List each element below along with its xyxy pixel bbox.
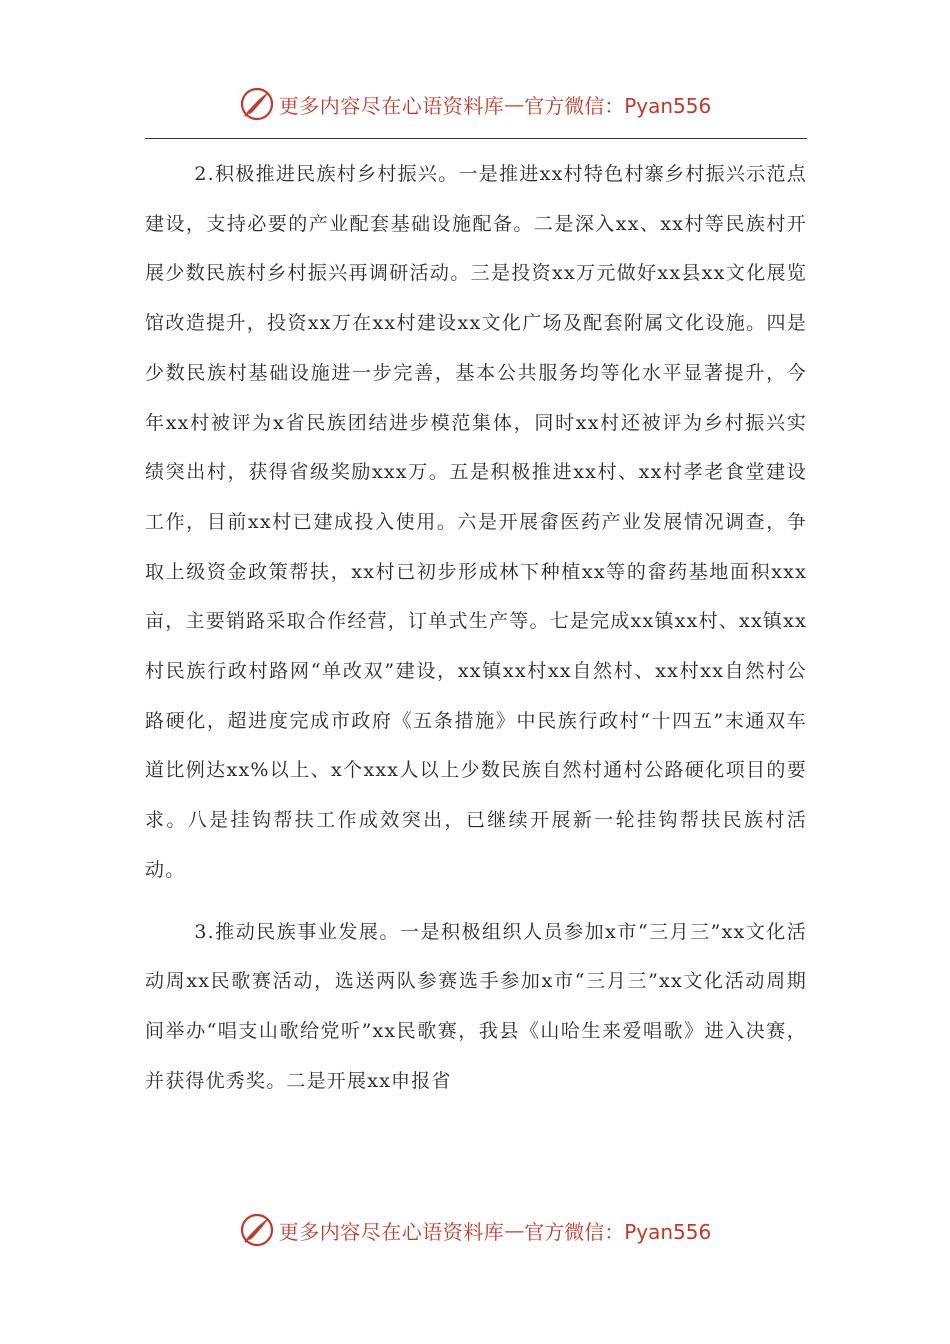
paragraph-2: 2.积极推进民族村乡村振兴。一是推进xx村特色村寨乡村振兴示范点建设，支持必要的产业配套基础设施配备。二是深入xx、xx村等民族村开展少数民族村乡村振兴再调研活动。三是投资xx万元做好xx县xx文化展览馆改造提升，投资xx万在xx村建设xx文化广场及配套附属文化设施。四是少数民族村基础设施进一步完善，基本公共服务均等化水平显著提升，今年xx村被评为x省民族团结进步模范集体，同时xx村还被评为乡村振兴实绩突出村，获得省级奖励xxx万。五是积极推进xx村、xx村孝老食堂建设工作，目前xx村已建成投入使用。六是开展畲医药产业发展情况调查，争取上级资金政策帮扶，xx村已初步形成林下种植xx等的畲药基地面积xxx亩，主要销路采取合作经营，订单式生产等。七是完成xx镇xx村、xx镇xx村民族行政村路网“单改双”建设，xx镇xx村xx自然村、xx村xx自然村公路硬化，超进度完成市政府《五条措施》中民族行政村“十四五”末通双车道比例达xx%以上、x个xxx人以上少数民族自然村通村公路硬化项目的要求。八是挂钩帮扶工作成效突出，已继续开展新一轮挂钩帮扶民族村活动。 xyxy=(145,163,807,881)
footer-banner xyxy=(0,1210,950,1250)
header-divider xyxy=(145,138,807,139)
header-banner xyxy=(0,84,950,124)
footer-banner-dash: — xyxy=(504,1218,525,1242)
document-body xyxy=(145,150,807,1106)
quill-logo-icon xyxy=(239,86,275,122)
footer-banner-title: 更多内容尽在心语资料库 xyxy=(278,1219,505,1244)
footer-banner-wechat: 官方微信：Pyan556 xyxy=(524,1219,712,1244)
quill-logo-icon xyxy=(239,1212,275,1248)
paragraph-3: 3.推动民族事业发展。一是积极组织人员参加x市“三月三”xx文化活动周xx民歌赛活动，选送两队参赛选手参加x市“三月三”xx文化活动周期间举办“唱支山歌给党听”xx民歌赛，我县《山哈生来爱唱歌》进入决赛，并获得优秀奖。二是开展xx申报省 xyxy=(145,920,807,1092)
banner-wechat: 官方微信：Pyan556 xyxy=(524,93,712,118)
banner-dash: — xyxy=(504,92,525,116)
banner-title: 更多内容尽在心语资料库 xyxy=(278,93,505,118)
